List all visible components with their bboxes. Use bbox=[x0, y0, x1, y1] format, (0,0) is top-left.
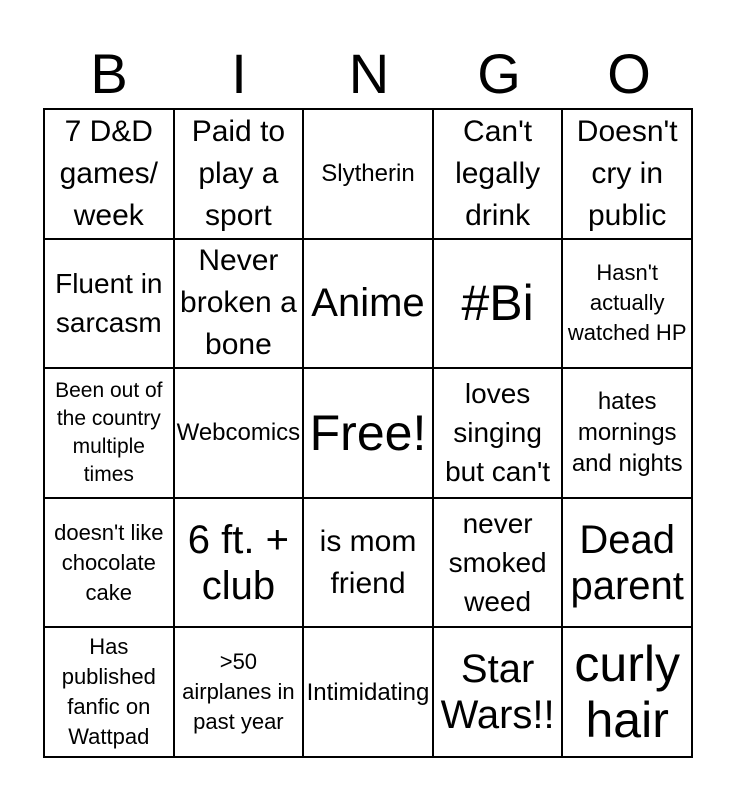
free-space-cell[interactable] bbox=[303, 368, 433, 498]
cell-text: Has published fanfic on Wattpad bbox=[61, 634, 156, 750]
free-space-text: Free! bbox=[309, 404, 427, 461]
cell-text: Hasn't actually watched HP bbox=[567, 260, 687, 346]
cell-text: is mom friend bbox=[319, 524, 417, 600]
cell-text: never smoked weed bbox=[448, 508, 547, 618]
cell-text: Paid to play a sport bbox=[191, 114, 286, 232]
bingo-cell[interactable] bbox=[433, 498, 563, 628]
bingo-cell[interactable] bbox=[174, 498, 304, 628]
cell-text: Webcomics bbox=[176, 419, 301, 447]
bingo-cell[interactable] bbox=[174, 239, 304, 369]
cell-text: curly hair bbox=[574, 636, 680, 749]
cell-text: loves singing but can't bbox=[445, 378, 551, 488]
bingo-cell[interactable] bbox=[562, 368, 692, 498]
cell-text: Been out of the country multiple times bbox=[55, 378, 163, 486]
bingo-cell[interactable] bbox=[303, 498, 433, 628]
cell-text: Anime bbox=[311, 281, 425, 326]
cell-text: >50 airplanes in past year bbox=[182, 649, 295, 735]
cell-text: Can't legally drink bbox=[455, 114, 541, 232]
cell-text: 6 ft. + club bbox=[187, 517, 289, 608]
header-letter-g: G bbox=[477, 42, 521, 105]
header-letter-i: I bbox=[231, 42, 247, 105]
bingo-cell[interactable] bbox=[433, 109, 563, 239]
cell-text: hates mornings and nights bbox=[571, 388, 683, 478]
header-letter-n: N bbox=[348, 42, 390, 105]
bingo-cell[interactable] bbox=[44, 368, 174, 498]
bingo-cell[interactable] bbox=[174, 368, 304, 498]
bingo-cell[interactable] bbox=[44, 627, 174, 757]
bingo-cell[interactable] bbox=[174, 627, 304, 757]
bingo-cell[interactable] bbox=[44, 109, 174, 239]
bingo-header bbox=[44, 42, 694, 106]
bingo-cell[interactable] bbox=[433, 239, 563, 369]
cell-text: Dead parent bbox=[570, 517, 684, 608]
cell-text: Intimidating bbox=[306, 678, 430, 706]
cell-text: Star Wars!! bbox=[440, 647, 555, 738]
cell-text: #Bi bbox=[461, 275, 534, 332]
bingo-cell[interactable] bbox=[562, 109, 692, 239]
bingo-cell[interactable] bbox=[562, 498, 692, 628]
cell-text: Doesn't cry in public bbox=[576, 114, 678, 232]
bingo-cell[interactable] bbox=[433, 368, 563, 498]
bingo-cell[interactable] bbox=[433, 627, 563, 757]
bingo-cell[interactable] bbox=[303, 239, 433, 369]
bingo-cell[interactable] bbox=[174, 109, 304, 239]
bingo-cell[interactable] bbox=[44, 498, 174, 628]
header-letter-o: O bbox=[607, 42, 651, 105]
cell-text: doesn't like chocolate cake bbox=[54, 519, 164, 605]
cell-text: Never broken a bone bbox=[180, 244, 297, 362]
cell-text: 7 D&D games/ week bbox=[59, 114, 158, 232]
bingo-cell[interactable] bbox=[303, 109, 433, 239]
cell-text: Fluent in sarcasm bbox=[55, 268, 163, 339]
bingo-cell[interactable] bbox=[562, 239, 692, 369]
header-letter-b: B bbox=[90, 42, 128, 105]
bingo-grid bbox=[43, 108, 693, 758]
bingo-cell[interactable] bbox=[44, 239, 174, 369]
bingo-cell[interactable] bbox=[303, 627, 433, 757]
cell-text: Slytherin bbox=[321, 160, 415, 188]
bingo-cell[interactable] bbox=[562, 627, 692, 757]
